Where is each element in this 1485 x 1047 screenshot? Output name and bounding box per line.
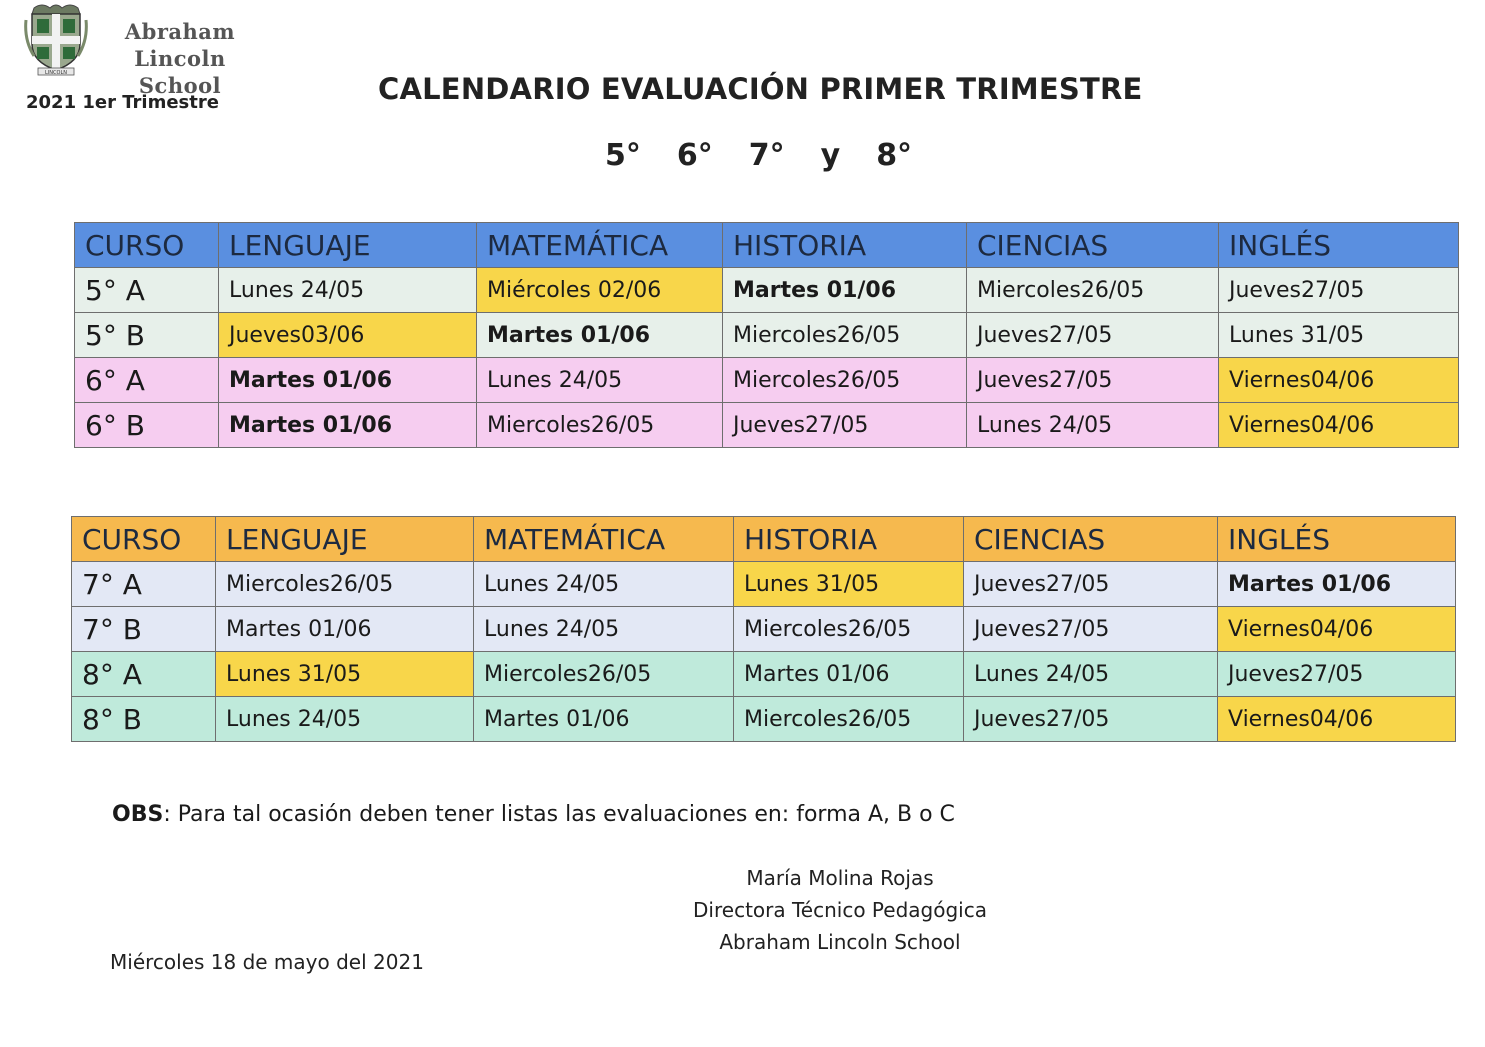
table-cell: Jueves27/05 bbox=[964, 697, 1218, 742]
grade-8: 8° bbox=[876, 138, 913, 173]
obs-text: : Para tal ocasión deben tener listas las evaluaciones en: forma A, B o C bbox=[163, 802, 955, 827]
course-cell: 7° A bbox=[72, 562, 216, 607]
grade-5: 5° bbox=[605, 138, 641, 173]
signer-name: María Molina Rojas bbox=[746, 866, 934, 890]
table-row bbox=[72, 562, 1456, 607]
table-cell: Martes 01/06 bbox=[216, 607, 474, 652]
table-cell: Jueves27/05 bbox=[967, 358, 1219, 403]
signer-role: Directora Técnico Pedagógica bbox=[693, 898, 987, 922]
table-cell: Viernes04/06 bbox=[1219, 358, 1459, 403]
grade-7: 7° bbox=[748, 138, 785, 173]
table-cell: Lunes 31/05 bbox=[734, 562, 964, 607]
header-matematica: MATEMÁTICA bbox=[474, 517, 734, 562]
course-cell: 6° A bbox=[75, 358, 219, 403]
header-curso: CURSO bbox=[75, 223, 219, 268]
table-row bbox=[72, 607, 1456, 652]
table-cell: Miercoles26/05 bbox=[723, 358, 967, 403]
table-row bbox=[72, 697, 1456, 742]
table-cell: Miercoles26/05 bbox=[734, 607, 964, 652]
table-cell: Jueves27/05 bbox=[964, 562, 1218, 607]
table-cell: Martes 01/06 bbox=[474, 697, 734, 742]
page-title: CALENDARIO EVALUACIÓN PRIMER TRIMESTRE bbox=[378, 72, 1143, 106]
course-cell: 6° B bbox=[75, 403, 219, 448]
school-name-line1: Abraham Lincoln bbox=[124, 19, 236, 71]
grade-6: 6° bbox=[676, 138, 713, 173]
table-cell: Jueves03/06 bbox=[219, 313, 477, 358]
school-name bbox=[95, 18, 265, 99]
table-cell: Jueves27/05 bbox=[967, 313, 1219, 358]
table-cell: Miercoles26/05 bbox=[967, 268, 1219, 313]
table-cell: Viernes04/06 bbox=[1219, 403, 1459, 448]
table-cell: Lunes 24/05 bbox=[219, 268, 477, 313]
course-cell: 8° A bbox=[72, 652, 216, 697]
course-cell: 8° B bbox=[72, 697, 216, 742]
obs-label: OBS bbox=[112, 802, 164, 827]
grades-line bbox=[605, 138, 912, 173]
table-cell: Lunes 24/05 bbox=[964, 652, 1218, 697]
term-label: 2021 1er Trimestre bbox=[26, 92, 219, 113]
table-header-row bbox=[72, 517, 1456, 562]
table-cell: Lunes 31/05 bbox=[216, 652, 474, 697]
table-cell: Martes 01/06 bbox=[219, 403, 477, 448]
table-cell: Miércoles 02/06 bbox=[477, 268, 723, 313]
table-cell: Martes 01/06 bbox=[723, 268, 967, 313]
table-cell: Lunes 24/05 bbox=[477, 358, 723, 403]
table-cell: Lunes 24/05 bbox=[474, 607, 734, 652]
table-cell: Martes 01/06 bbox=[734, 652, 964, 697]
signer-school: Abraham Lincoln School bbox=[719, 930, 961, 954]
header-historia: HISTORIA bbox=[734, 517, 964, 562]
table-cell: Lunes 24/05 bbox=[216, 697, 474, 742]
observation-note bbox=[112, 802, 955, 827]
grade-and: y bbox=[820, 138, 841, 173]
school-name-line2: School bbox=[138, 73, 222, 98]
header-matematica: MATEMÁTICA bbox=[477, 223, 723, 268]
signature-block bbox=[680, 862, 1000, 958]
table-cell: Lunes 24/05 bbox=[474, 562, 734, 607]
table-row bbox=[72, 652, 1456, 697]
header-lenguaje: LENGUAJE bbox=[219, 223, 477, 268]
table-row bbox=[75, 268, 1459, 313]
table-cell: Lunes 31/05 bbox=[1219, 313, 1459, 358]
course-cell: 5° B bbox=[75, 313, 219, 358]
header-ciencias: CIENCIAS bbox=[964, 517, 1218, 562]
course-cell: 7° B bbox=[72, 607, 216, 652]
table-cell: Viernes04/06 bbox=[1218, 697, 1456, 742]
table-cell: Jueves27/05 bbox=[1218, 652, 1456, 697]
table-cell: Miercoles26/05 bbox=[216, 562, 474, 607]
schedule-table-5-6 bbox=[74, 222, 1459, 448]
table-cell: Martes 01/06 bbox=[477, 313, 723, 358]
table-row bbox=[75, 313, 1459, 358]
table-header-row bbox=[75, 223, 1459, 268]
table-cell: Miercoles26/05 bbox=[474, 652, 734, 697]
schedule-table-7-8 bbox=[71, 516, 1456, 742]
header-ingles: INGLÉS bbox=[1218, 517, 1456, 562]
header-ingles: INGLÉS bbox=[1219, 223, 1459, 268]
table-cell: Miercoles26/05 bbox=[477, 403, 723, 448]
table-cell: Miercoles26/05 bbox=[723, 313, 967, 358]
table-cell: Miercoles26/05 bbox=[734, 697, 964, 742]
table-cell: Viernes04/06 bbox=[1218, 607, 1456, 652]
course-cell: 5° A bbox=[75, 268, 219, 313]
table-cell: Martes 01/06 bbox=[1218, 562, 1456, 607]
table-cell: Martes 01/06 bbox=[219, 358, 477, 403]
header-lenguaje: LENGUAJE bbox=[216, 517, 474, 562]
table-row bbox=[75, 358, 1459, 403]
table-cell: Jueves27/05 bbox=[1219, 268, 1459, 313]
document-date: Miércoles 18 de mayo del 2021 bbox=[110, 950, 424, 974]
header-ciencias: CIENCIAS bbox=[967, 223, 1219, 268]
header-historia: HISTORIA bbox=[723, 223, 967, 268]
table-cell: Lunes 24/05 bbox=[967, 403, 1219, 448]
header-curso: CURSO bbox=[72, 517, 216, 562]
table-row bbox=[75, 403, 1459, 448]
table-cell: Jueves27/05 bbox=[964, 607, 1218, 652]
svg-text:LINCOLN: LINCOLN bbox=[45, 70, 67, 76]
table-cell: Jueves27/05 bbox=[723, 403, 967, 448]
school-crest-icon bbox=[24, 0, 88, 76]
